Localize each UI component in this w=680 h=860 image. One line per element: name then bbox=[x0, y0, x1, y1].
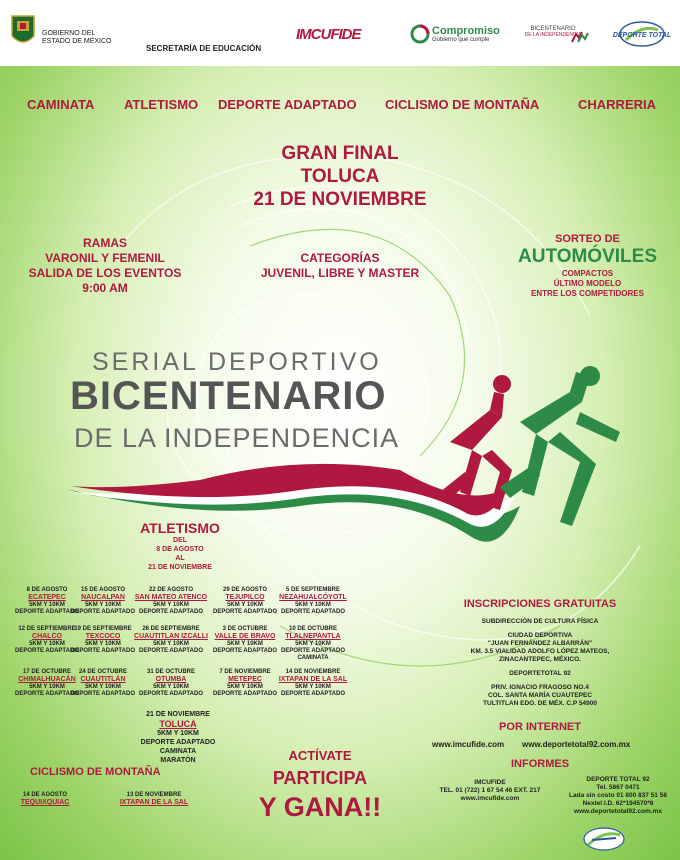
ramas-line3: SALIDA DE LOS EVENTOS bbox=[28, 266, 182, 280]
informes-deporte: DEPORTE TOTAL 92 Tel. 5867 0471 Lada sin costo 01 800 837 51 58 Nextel I.D. 62*194570*8 www.deportetotal92.com.mx bbox=[569, 776, 667, 815]
deporte-logo-text: DEPORTE TOTAL bbox=[612, 32, 672, 39]
event-item: 8 DE AGOSTO ECATEPEC 5KM Y 10KM DEPORTE ADAPTADO bbox=[14, 587, 79, 615]
event-item: 12 DE SEPTIEMBRE CHALCO 5KM Y 10KM DEPORTE ADAPTADO bbox=[14, 626, 79, 654]
runners-small-icon bbox=[570, 30, 590, 44]
event-item: 5 DE SEPTIEMBRE NEZAHUALCÓYOTL 5KM Y 10KM DEPORTE ADAPTADO bbox=[279, 587, 347, 615]
atletismo-line3: AL bbox=[175, 555, 185, 562]
atletismo-line1: DEL bbox=[173, 537, 187, 544]
final-event-city: TOLUCA bbox=[159, 719, 197, 729]
deporte-total-footer-logo-icon bbox=[582, 826, 626, 852]
ramas-line2: VARONIL Y FEMENIL bbox=[45, 251, 165, 265]
secretaria-label: SECRETARÍA DE EDUCACIÓN bbox=[146, 44, 262, 53]
compromiso-logo-icon bbox=[410, 24, 430, 44]
event-item: 15 DE AGOSTO NAUCALPAN 5KM Y 10KM DEPORTE ADAPTADO bbox=[70, 587, 135, 615]
internet-title: POR INTERNET bbox=[499, 721, 581, 733]
gran-final-block bbox=[200, 142, 480, 211]
informes-title: INFORMES bbox=[510, 758, 570, 770]
sorteo-line5: ENTRE LOS COMPETIDORES bbox=[531, 289, 644, 298]
header-bar bbox=[0, 0, 680, 66]
event-item: 26 DE SEPTIEMBRE CUAUTITLAN IZCALLI 5KM Y 10KM DEPORTE ADAPTADO bbox=[134, 626, 208, 654]
slogan-line2: PARTICIPA bbox=[272, 768, 368, 788]
ramas-line4: 9:00 AM bbox=[82, 281, 128, 295]
informes-imcufide: IMCUFIDE TEL. 01 (722) 1 67 54 46 EXT. 217 www.imcufide.com bbox=[439, 779, 541, 802]
sport-deporte-adaptado: DEPORTE ADAPTADO bbox=[218, 97, 357, 112]
event-item: 14 DE NOVIEMBRE IXTAPAN DE LA SAL 5KM Y 10KM DEPORTE ADAPTADO bbox=[278, 669, 348, 697]
gran-final-line2: TOLUCA bbox=[300, 166, 380, 187]
gobierno-line2: ESTADO DE MÉXICO bbox=[42, 38, 112, 45]
gran-final-line1: GRAN FINAL bbox=[281, 143, 399, 164]
ramas-line1: RAMAS bbox=[83, 236, 127, 250]
imcufide-logo: IMCUFIDE bbox=[296, 26, 361, 43]
event-item: 3 DE OCTUBRE VALLE DE BRAVO 5KM Y 10KM DEPORTE ADAPTADO bbox=[212, 626, 277, 654]
sport-caminata: CAMINATA bbox=[27, 97, 95, 112]
inscripciones-title: INSCRIPCIONES GRATUITAS bbox=[463, 598, 617, 610]
event-item: 17 DE OCTUBRE CHIMALHUACÁN 5KM Y 10KM DEPORTE ADAPTADO bbox=[14, 669, 79, 697]
event-item: 19 DE SEPTIEMBRE TEXCOCO 5KM Y 10KM DEPORTE ADAPTADO bbox=[70, 626, 135, 654]
final-event: 21 DE NOVIEMBRE TOLUCA 5KM Y 10KM DEPORTE ADAPTADO CAMINATA MARATÓN bbox=[130, 710, 226, 765]
categorias-line2: JUVENIL, LIBRE Y MASTER bbox=[260, 266, 420, 280]
sport-atletismo: ATLETISMO bbox=[124, 97, 199, 112]
serial-title-line3: DE LA INDEPENDENCIA bbox=[74, 423, 400, 453]
slogan-block bbox=[230, 746, 410, 824]
bicentenario-logo-line2: DE LA INDEPENDENCIA bbox=[524, 32, 582, 38]
atletismo-line4: 21 DE NOVIEMBRE bbox=[148, 564, 212, 571]
estado-mexico-seal-icon bbox=[10, 14, 36, 48]
event-item: 29 DE AGOSTO TEJUPILCO 5KM Y 10KM DEPORTE ADAPTADO bbox=[212, 587, 277, 615]
compromiso-tagline: Gobierno que cumple bbox=[432, 37, 490, 43]
sorteo-block bbox=[500, 233, 675, 299]
event-item: 7 DE NOVIEMBRE METEPEC 5KM Y 10KM DEPORTE ADAPTADO bbox=[212, 669, 277, 697]
ciclismo-event: 14 DE AGOSTO TEQUIXQUIAC bbox=[20, 792, 70, 806]
sport-ciclismo: CICLISMO DE MONTAÑA bbox=[385, 97, 540, 112]
ramas-block bbox=[10, 236, 200, 296]
slogan-line1: ACTÍVATE bbox=[288, 748, 352, 763]
sorteo-line3: COMPACTOS bbox=[561, 269, 614, 278]
event-item: 10 DE OCTUBRE TLALNEPANTLA 5KM Y 10KM DEPORTE ADAPTADO CAMINATA bbox=[280, 626, 345, 661]
sorteo-line4: ÚLTIMO MODELO bbox=[553, 279, 622, 288]
categorias-block bbox=[230, 251, 450, 281]
gobierno-line1: GOBIERNO DEL bbox=[42, 30, 96, 37]
ciclismo-title: CICLISMO DE MONTAÑA bbox=[30, 766, 161, 778]
serial-title-line2: BICENTENARIO bbox=[70, 374, 387, 418]
atletismo-line2: 8 DE AGOSTO bbox=[156, 546, 204, 553]
atletismo-title: ATLETISMO bbox=[140, 520, 220, 536]
internet-site1[interactable]: www.imcufide.com bbox=[432, 740, 505, 749]
sorteo-line1: SORTEO DE bbox=[555, 233, 620, 245]
gran-final-line3: 21 DE NOVIEMBRE bbox=[253, 189, 427, 210]
event-item: 22 DE AGOSTO SAN MATEO ATENCO 5KM Y 10KM DEPORTE ADAPTADO bbox=[134, 587, 208, 615]
event-item: 24 DE OCTUBRE CUAUTITLÁN 5KM Y 10KM DEPORTE ADAPTADO bbox=[70, 669, 135, 697]
bicentenario-logo-line1: BICENTENARIO bbox=[530, 26, 576, 32]
sport-charreria: CHARRERIA bbox=[578, 97, 656, 112]
compromiso-label: Compromiso bbox=[432, 25, 500, 37]
runners-figure-icon bbox=[430, 372, 630, 542]
sorteo-line2: AUTOMÓVILES bbox=[518, 246, 657, 267]
slogan-line3: Y GANA!! bbox=[258, 792, 382, 822]
final-event-date: 21 DE NOVIEMBRE bbox=[146, 711, 210, 718]
internet-site2[interactable]: www.deportetotal92.com.mx bbox=[522, 740, 631, 749]
serial-title-line1: SERIAL DEPORTIVO bbox=[92, 348, 382, 376]
atletismo-block bbox=[120, 520, 240, 572]
deporte-total-logo-icon bbox=[612, 20, 672, 48]
inscripciones-block: INSCRIPCIONES GRATUITAS SUBDIRECCIÓN DE CULTURA FÍSICA CIUDAD DEPORTIVA "JUAN FERNÁNDEZ ALBARRÁN" KM. 3.5 VIALIDAD ADOLFO LÓPEZ MATEOS, ZINACANTEPEC, MÉXICO. DEPORTETOTAL 92 PRIV. IGNACIO FRAGOSO NO.4 COL. SANTA MARÍA CUAUTEPEC TULTITLAN EDO. DE MÉX. C.P 54900 bbox=[440, 598, 640, 708]
categorias-line1: CATEGORÍAS bbox=[300, 251, 380, 265]
event-item: 31 DE OCTUBRE OTUMBA 5KM Y 10KM DEPORTE ADAPTADO bbox=[138, 669, 203, 697]
ciclismo-event: 13 DE NOVIEMBRE IXTAPAN DE LA SAL bbox=[119, 792, 189, 806]
